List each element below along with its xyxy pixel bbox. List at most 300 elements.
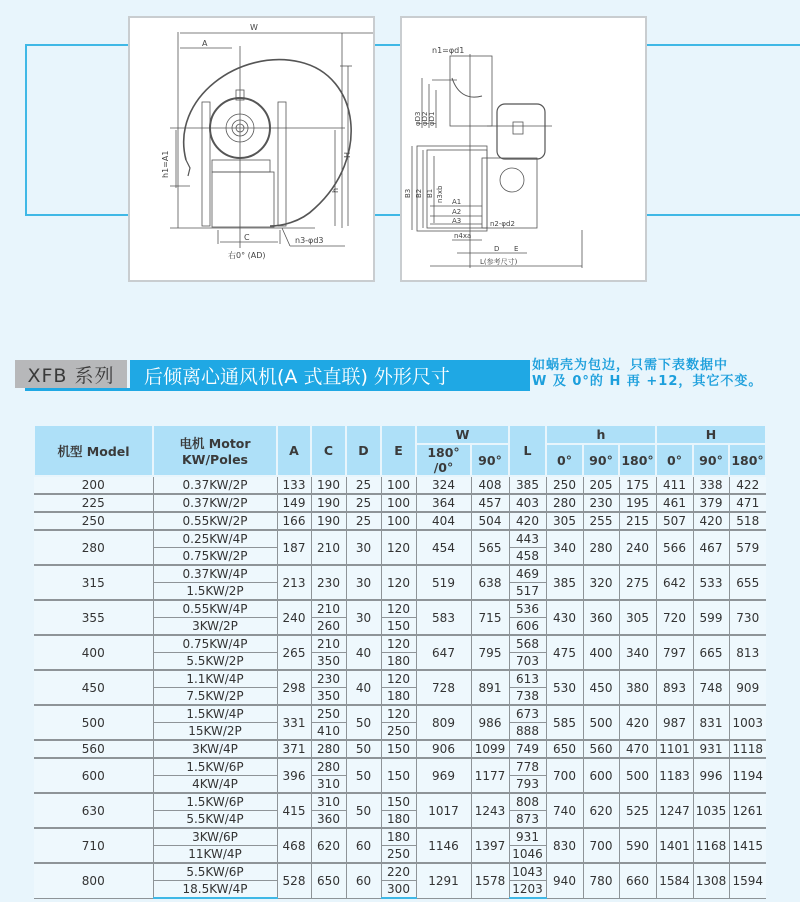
cell-h-180: 590	[619, 828, 656, 863]
cell-e: 120	[381, 705, 416, 723]
header-H-90: 90°	[693, 444, 729, 476]
svg-text:φD3: φD3	[414, 111, 422, 126]
cell-d: 30	[346, 530, 381, 565]
cell-w-180: 647	[416, 635, 471, 670]
svg-text:n2-φd2: n2-φd2	[490, 220, 515, 228]
cell-H-0: 1247	[656, 793, 693, 828]
cell-d: 40	[346, 670, 381, 705]
cell-h-90: 600	[583, 758, 619, 793]
cell-c: 620	[311, 828, 346, 863]
cell-w-90: 715	[471, 600, 509, 635]
cell-w-180: 1146	[416, 828, 471, 863]
cell-e: 180	[381, 811, 416, 829]
cell-c: 260	[311, 618, 346, 636]
cell-H-0: 1183	[656, 758, 693, 793]
header-e: E	[381, 425, 416, 476]
header-motor: 电机 Motor KW/Poles	[153, 425, 277, 476]
cell-e: 250	[381, 846, 416, 864]
svg-text:φD2: φD2	[421, 111, 429, 126]
frame-line-top-right	[646, 44, 800, 46]
cell-H-90: 1035	[693, 793, 729, 828]
header-model: 机型 Model	[34, 425, 153, 476]
cell-l: 749	[509, 740, 546, 758]
svg-text:B3: B3	[404, 188, 412, 198]
cell-H-180: 909	[729, 670, 766, 705]
cell-H-0: 797	[656, 635, 693, 670]
table-row	[34, 476, 766, 494]
cell-H-0: 642	[656, 565, 693, 600]
svg-text:h: h	[331, 187, 340, 193]
svg-text:C: C	[244, 233, 250, 242]
svg-text:n3xb: n3xb	[436, 185, 444, 203]
cell-motor: 11KW/4P	[153, 846, 277, 864]
cell-d: 30	[346, 565, 381, 600]
cell-e: 100	[381, 512, 416, 530]
cell-c: 310	[311, 793, 346, 811]
cell-h-0: 385	[546, 565, 583, 600]
cell-c: 190	[311, 476, 346, 494]
cell-l: 808	[509, 793, 546, 811]
cell-d: 50	[346, 705, 381, 740]
cell-w-90: 795	[471, 635, 509, 670]
cell-a: 166	[277, 512, 311, 530]
cell-c: 190	[311, 494, 346, 512]
cell-w-90: 504	[471, 512, 509, 530]
header-h-180: 180°	[619, 444, 656, 476]
cell-w-180: 519	[416, 565, 471, 600]
cell-l: 568	[509, 635, 546, 653]
cell-motor: 0.25KW/4P	[153, 530, 277, 548]
cell-w-180: 728	[416, 670, 471, 705]
cell-model: 560	[34, 740, 153, 758]
svg-text:D: D	[494, 245, 500, 253]
header-a: A	[277, 425, 311, 476]
cell-w-180: 324	[416, 476, 471, 494]
cell-a: 468	[277, 828, 311, 863]
cell-motor: 1.5KW/6P	[153, 793, 277, 811]
cell-H-180: 471	[729, 494, 766, 512]
cell-h-0: 830	[546, 828, 583, 863]
cell-model: 500	[34, 705, 153, 740]
cell-model: 250	[34, 512, 153, 530]
cell-H-0: 411	[656, 476, 693, 494]
svg-text:A1: A1	[452, 198, 462, 206]
cell-e: 150	[381, 758, 416, 793]
cell-c: 360	[311, 811, 346, 829]
cell-a: 149	[277, 494, 311, 512]
cell-a: 240	[277, 600, 311, 635]
cell-H-180: 813	[729, 635, 766, 670]
cell-h-90: 400	[583, 635, 619, 670]
cell-l: 1043	[509, 863, 546, 881]
series-label: XFB 系列	[15, 360, 127, 388]
cell-h-180: 660	[619, 863, 656, 898]
cell-w-180: 906	[416, 740, 471, 758]
header-h-small: h	[546, 425, 656, 444]
svg-text:E: E	[514, 245, 519, 253]
svg-text:A: A	[202, 39, 208, 48]
cell-h-0: 305	[546, 512, 583, 530]
cell-motor: 5.5KW/6P	[153, 863, 277, 881]
cell-model: 355	[34, 600, 153, 635]
frame-line-top-mid	[373, 44, 403, 46]
header-w-180-0: 180° /0°	[416, 444, 471, 476]
cell-c: 650	[311, 863, 346, 898]
cell-motor: 0.75KW/2P	[153, 548, 277, 566]
cell-l: 738	[509, 688, 546, 706]
cell-H-90: 748	[693, 670, 729, 705]
cell-h-90: 280	[583, 530, 619, 565]
cell-H-180: 730	[729, 600, 766, 635]
cell-H-180: 1261	[729, 793, 766, 828]
cell-a: 298	[277, 670, 311, 705]
cell-motor: 18.5KW/4P	[153, 881, 277, 899]
cell-w-90: 638	[471, 565, 509, 600]
cell-l: 703	[509, 653, 546, 671]
cell-e: 100	[381, 494, 416, 512]
cell-H-0: 461	[656, 494, 693, 512]
cell-H-0: 507	[656, 512, 693, 530]
cell-w-90: 891	[471, 670, 509, 705]
cell-c: 210	[311, 600, 346, 618]
cell-H-180: 655	[729, 565, 766, 600]
cell-model: 200	[34, 476, 153, 494]
cell-h-90: 205	[583, 476, 619, 494]
cell-e: 120	[381, 565, 416, 600]
cell-model: 280	[34, 530, 153, 565]
cell-l: 469	[509, 565, 546, 583]
table-row	[34, 758, 766, 776]
cell-l: 458	[509, 548, 546, 566]
cell-e: 100	[381, 476, 416, 494]
cell-H-180: 518	[729, 512, 766, 530]
cell-motor: 0.37KW/2P	[153, 476, 277, 494]
svg-text:n1=φd1: n1=φd1	[432, 46, 465, 55]
cell-model: 600	[34, 758, 153, 793]
cell-e: 180	[381, 688, 416, 706]
fan-side-view-diagram	[402, 18, 645, 280]
cell-a: 331	[277, 705, 311, 740]
cell-h-0: 475	[546, 635, 583, 670]
svg-text:B1: B1	[426, 188, 434, 198]
svg-text:B2: B2	[415, 188, 423, 198]
cell-h-0: 250	[546, 476, 583, 494]
table-row	[34, 740, 766, 758]
table-row	[34, 670, 766, 688]
front-view-drawing	[128, 16, 375, 282]
cell-h-90: 450	[583, 670, 619, 705]
cell-h-90: 620	[583, 793, 619, 828]
header-c: C	[311, 425, 346, 476]
cell-d: 60	[346, 828, 381, 863]
cell-d: 25	[346, 512, 381, 530]
cell-w-90: 1578	[471, 863, 509, 898]
cell-a: 187	[277, 530, 311, 565]
cell-motor: 5.5KW/2P	[153, 653, 277, 671]
cell-e: 180	[381, 828, 416, 846]
cell-h-0: 280	[546, 494, 583, 512]
cell-l: 888	[509, 723, 546, 741]
cell-e: 300	[381, 881, 416, 899]
cell-l: 1203	[509, 881, 546, 899]
cell-c: 280	[311, 758, 346, 776]
cell-e: 250	[381, 723, 416, 741]
cell-H-90: 420	[693, 512, 729, 530]
cell-H-90: 338	[693, 476, 729, 494]
side-view-drawing	[400, 16, 647, 282]
svg-text:h1=A1: h1=A1	[161, 150, 170, 178]
cell-l: 673	[509, 705, 546, 723]
cell-e: 150	[381, 618, 416, 636]
cell-a: 528	[277, 863, 311, 898]
cell-motor: 1.5KW/6P	[153, 758, 277, 776]
cell-model: 450	[34, 670, 153, 705]
cell-h-180: 340	[619, 635, 656, 670]
frame-line-bottom-right	[646, 214, 800, 216]
cell-l: 420	[509, 512, 546, 530]
cell-h-0: 740	[546, 793, 583, 828]
cell-l: 1046	[509, 846, 546, 864]
cell-h-90: 360	[583, 600, 619, 635]
cell-h-180: 525	[619, 793, 656, 828]
header-l: L	[509, 425, 546, 476]
cell-e: 120	[381, 600, 416, 618]
svg-text:A3: A3	[452, 217, 462, 225]
cell-e: 150	[381, 740, 416, 758]
cell-a: 396	[277, 758, 311, 793]
cell-h-180: 175	[619, 476, 656, 494]
cell-motor: 3KW/4P	[153, 740, 277, 758]
table-row	[34, 512, 766, 530]
dim-label-w: W	[250, 23, 258, 32]
frame-line-top	[25, 44, 130, 46]
cell-w-180: 969	[416, 758, 471, 793]
cell-h-90: 255	[583, 512, 619, 530]
cell-H-0: 987	[656, 705, 693, 740]
cell-motor: 15KW/2P	[153, 723, 277, 741]
cell-w-90: 1243	[471, 793, 509, 828]
cell-w-90: 457	[471, 494, 509, 512]
cell-w-180: 454	[416, 530, 471, 565]
cell-h-90: 780	[583, 863, 619, 898]
header-w: W	[416, 425, 509, 444]
cell-H-90: 379	[693, 494, 729, 512]
cell-e: 120	[381, 635, 416, 653]
header-h-90: 90°	[583, 444, 619, 476]
cell-h-90: 230	[583, 494, 619, 512]
cell-w-180: 1291	[416, 863, 471, 898]
cell-H-180: 1415	[729, 828, 766, 863]
header-h-0: 0°	[546, 444, 583, 476]
cell-h-180: 240	[619, 530, 656, 565]
note-line-2: W 及 0°的 H 再 +12，其它不变。	[532, 374, 763, 389]
cell-model: 710	[34, 828, 153, 863]
cell-H-0: 1101	[656, 740, 693, 758]
cell-w-90: 1397	[471, 828, 509, 863]
cell-H-180: 1594	[729, 863, 766, 898]
table-row	[34, 565, 766, 583]
svg-text:A2: A2	[452, 208, 462, 216]
cell-d: 40	[346, 635, 381, 670]
header-w-90: 90°	[471, 444, 509, 476]
cell-w-90: 986	[471, 705, 509, 740]
cell-motor: 5.5KW/4P	[153, 811, 277, 829]
cell-h-180: 500	[619, 758, 656, 793]
table-row	[34, 863, 766, 881]
cell-w-90: 1177	[471, 758, 509, 793]
cell-h-180: 215	[619, 512, 656, 530]
cell-d: 50	[346, 793, 381, 828]
frame-line-bottom-mid	[373, 214, 403, 216]
cell-motor: 0.37KW/4P	[153, 565, 277, 583]
cell-e: 150	[381, 793, 416, 811]
cell-motor: 0.55KW/4P	[153, 600, 277, 618]
cell-model: 630	[34, 793, 153, 828]
banner-note	[532, 358, 800, 390]
header-h-large: H	[656, 425, 766, 444]
note-line-1: 如蜗壳为包边，只需下表数据中	[532, 358, 729, 373]
cell-motor: 0.37KW/2P	[153, 494, 277, 512]
cell-a: 213	[277, 565, 311, 600]
cell-l: 385	[509, 476, 546, 494]
cell-w-90: 408	[471, 476, 509, 494]
cell-h-90: 500	[583, 705, 619, 740]
cell-c: 230	[311, 565, 346, 600]
cell-h-180: 195	[619, 494, 656, 512]
table-row	[34, 494, 766, 512]
cell-H-0: 566	[656, 530, 693, 565]
cell-H-90: 533	[693, 565, 729, 600]
table-row	[34, 635, 766, 653]
cell-model: 400	[34, 635, 153, 670]
cell-l: 613	[509, 670, 546, 688]
cell-model: 225	[34, 494, 153, 512]
cell-w-180: 404	[416, 512, 471, 530]
cell-l: 931	[509, 828, 546, 846]
cell-h-90: 560	[583, 740, 619, 758]
cell-e: 220	[381, 863, 416, 881]
table-row	[34, 793, 766, 811]
svg-text:L(参考尺寸): L(参考尺寸)	[480, 258, 518, 266]
cell-h-0: 585	[546, 705, 583, 740]
cell-c: 310	[311, 776, 346, 794]
cell-c: 210	[311, 635, 346, 653]
cell-H-90: 665	[693, 635, 729, 670]
cell-c: 280	[311, 740, 346, 758]
cell-H-90: 599	[693, 600, 729, 635]
svg-text:φD1: φD1	[428, 111, 436, 126]
svg-text:n3-φd3: n3-φd3	[295, 236, 324, 245]
cell-H-180: 1003	[729, 705, 766, 740]
cell-w-180: 1017	[416, 793, 471, 828]
cell-w-180: 809	[416, 705, 471, 740]
cell-c: 350	[311, 653, 346, 671]
cell-w-180: 583	[416, 600, 471, 635]
cell-H-90: 1308	[693, 863, 729, 898]
cell-H-0: 893	[656, 670, 693, 705]
cell-H-0: 720	[656, 600, 693, 635]
cell-h-0: 940	[546, 863, 583, 898]
cell-H-90: 1168	[693, 828, 729, 863]
cell-motor: 1.5KW/2P	[153, 583, 277, 601]
cell-h-180: 470	[619, 740, 656, 758]
svg-text:H: H	[343, 151, 352, 158]
cell-H-180: 422	[729, 476, 766, 494]
cell-e: 180	[381, 653, 416, 671]
section-title: 后倾离心通风机(A 式直联) 外形尺寸	[130, 360, 530, 390]
cell-h-180: 275	[619, 565, 656, 600]
cell-H-90: 467	[693, 530, 729, 565]
cell-motor: 3KW/6P	[153, 828, 277, 846]
cell-h-0: 430	[546, 600, 583, 635]
frame-line-left	[25, 44, 27, 216]
dimension-table	[33, 424, 767, 899]
cell-motor: 4KW/4P	[153, 776, 277, 794]
cell-d: 25	[346, 494, 381, 512]
cell-H-90: 831	[693, 705, 729, 740]
cell-a: 265	[277, 635, 311, 670]
cell-H-180: 1118	[729, 740, 766, 758]
cell-c: 410	[311, 723, 346, 741]
cell-d: 50	[346, 758, 381, 793]
cell-h-90: 320	[583, 565, 619, 600]
cell-model: 315	[34, 565, 153, 600]
cell-a: 133	[277, 476, 311, 494]
cell-motor: 1.5KW/4P	[153, 705, 277, 723]
frame-line-bottom	[25, 214, 130, 216]
cell-a: 371	[277, 740, 311, 758]
cell-l: 793	[509, 776, 546, 794]
cell-h-180: 420	[619, 705, 656, 740]
cell-motor: 0.75KW/4P	[153, 635, 277, 653]
cell-l: 778	[509, 758, 546, 776]
cell-e: 120	[381, 670, 416, 688]
cell-H-90: 996	[693, 758, 729, 793]
cell-w-180: 364	[416, 494, 471, 512]
cell-d: 60	[346, 863, 381, 898]
cell-c: 190	[311, 512, 346, 530]
cell-l: 536	[509, 600, 546, 618]
cell-H-90: 931	[693, 740, 729, 758]
cell-motor: 0.55KW/2P	[153, 512, 277, 530]
svg-text:n4xa: n4xa	[454, 232, 472, 240]
cell-l: 873	[509, 811, 546, 829]
cell-c: 250	[311, 705, 346, 723]
cell-h-180: 305	[619, 600, 656, 635]
table-row	[34, 600, 766, 618]
cell-H-180: 1194	[729, 758, 766, 793]
header-H-180: 180°	[729, 444, 766, 476]
cell-l: 403	[509, 494, 546, 512]
table-row	[34, 828, 766, 846]
header-d: D	[346, 425, 381, 476]
cell-c: 210	[311, 530, 346, 565]
cell-h-180: 380	[619, 670, 656, 705]
cell-h-90: 700	[583, 828, 619, 863]
cell-model: 800	[34, 863, 153, 898]
cell-h-0: 650	[546, 740, 583, 758]
fan-front-view-diagram	[130, 18, 373, 280]
cell-e: 120	[381, 530, 416, 565]
cell-l: 443	[509, 530, 546, 548]
cell-c: 230	[311, 670, 346, 688]
table-row	[34, 530, 766, 548]
cell-l: 606	[509, 618, 546, 636]
cell-H-0: 1401	[656, 828, 693, 863]
cell-motor: 7.5KW/2P	[153, 688, 277, 706]
cell-d: 25	[346, 476, 381, 494]
cell-a: 415	[277, 793, 311, 828]
